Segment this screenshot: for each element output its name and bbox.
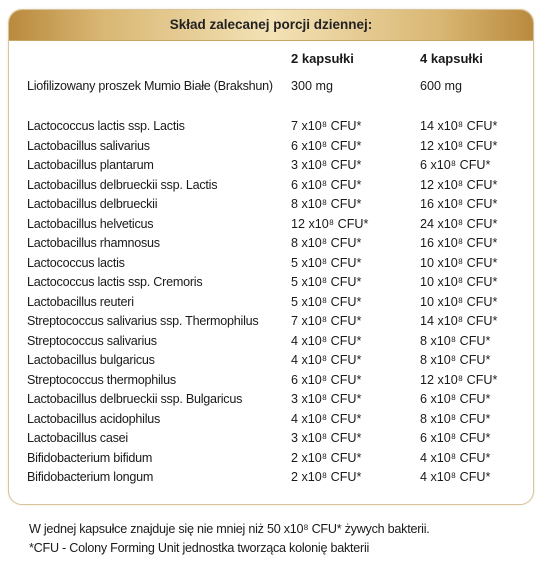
dose-4-capsules: 4 x10⁸ CFU*: [420, 470, 491, 484]
table-row: [27, 156, 533, 176]
column-header-4-capsules: 4 kapsułki: [420, 51, 483, 66]
dose-4-capsules: 10 x10⁸ CFU*: [420, 255, 498, 270]
ingredient-name: Streptococcus thermophilus: [27, 372, 176, 387]
ingredient-name: Lactobacillus delbrueckii ssp. Bulgaricus: [27, 392, 243, 406]
ingredient-name: Lactobacillus casei: [27, 431, 128, 445]
dose-4-capsules: 4 x10⁸ CFU*: [420, 450, 491, 465]
dose-2-capsules: 2 x10⁸ CFU*: [291, 470, 362, 484]
table-row: [27, 410, 533, 430]
dose-2-capsules: 7 x10⁸ CFU*: [291, 314, 362, 328]
dose-4-capsules: 24 x10⁸ CFU*: [420, 216, 498, 231]
dose-2-capsules: 3 x10⁸ CFU*: [291, 158, 362, 172]
table-row: [27, 351, 533, 371]
ingredient-name: Streptococcus salivarius: [27, 333, 157, 348]
dose-2-capsules: 12 x10⁸ CFU*: [291, 216, 369, 231]
ingredient-name: Lactobacillus salivarius: [27, 138, 150, 153]
ingredient-name: Liofilizowany proszek Mumio Białe (Brakshun): [27, 79, 273, 93]
footnote-capsule-content: W jednej kapsułce znajduje się nie mniej niż 50 x10⁸ CFU* żywych bakterii.: [29, 522, 430, 536]
dose-4-capsules: 14 x10⁸ CFU*: [420, 119, 498, 133]
table-row: [27, 429, 533, 449]
dose-4-capsules: 16 x10⁸ CFU*: [420, 236, 498, 250]
dose-2-capsules: 4 x10⁸ CFU*: [291, 333, 362, 348]
table-row: [27, 371, 533, 391]
ingredient-name: Bifidobacterium longum: [27, 470, 154, 484]
ingredient-name: Lactobacillus acidophilus: [27, 411, 161, 426]
table-row: [27, 312, 533, 332]
table-row: [27, 137, 533, 157]
ingredient-name: Lactobacillus delbrueckii: [27, 197, 158, 211]
dose-4-capsules: 10 x10⁸ CFU*: [420, 275, 498, 289]
dose-2-capsules: 2 x10⁸ CFU*: [291, 450, 362, 465]
table-row: [27, 215, 533, 235]
dose-2-capsules: 5 x10⁸ CFU*: [291, 294, 362, 309]
dose-2-capsules: 8 x10⁸ CFU*: [291, 236, 362, 250]
dose-2-capsules: 6 x10⁸ CFU*: [291, 177, 362, 192]
ingredient-name: Lactobacillus rhamnosus: [27, 236, 160, 250]
footnote-cfu-definition: *CFU - Colony Forming Unit jednostka tworząca kolonię bakterii: [29, 541, 370, 555]
dose-2-capsules: 6 x10⁸ CFU*: [291, 138, 362, 153]
dose-2-capsules: 5 x10⁸ CFU*: [291, 275, 362, 289]
ingredient-name: Bifidobacterium bifidum: [27, 450, 153, 465]
column-header-2-capsules: 2 kapsułki: [291, 51, 354, 66]
table-row: [27, 273, 533, 293]
dose-2-capsules: 3 x10⁸ CFU*: [291, 392, 362, 406]
table-row: [27, 390, 533, 410]
table-row: [27, 332, 533, 352]
dose-4-capsules: 12 x10⁸ CFU*: [420, 138, 498, 153]
ingredient-name: Lactococcus lactis: [27, 255, 125, 270]
dose-2-capsules: 3 x10⁸ CFU*: [291, 431, 362, 445]
dose-4-capsules: 8 x10⁸ CFU*: [420, 333, 491, 348]
table-row: [27, 449, 533, 469]
table-row: [27, 176, 533, 196]
ingredient-name: Lactococcus lactis ssp. Lactis: [27, 119, 185, 133]
dose-2-capsules: 8 x10⁸ CFU*: [291, 197, 362, 211]
dose-4-capsules: 6 x10⁸ CFU*: [420, 431, 491, 445]
ingredient-name: Lactobacillus delbrueckii ssp. Lactis: [27, 177, 218, 192]
ingredient-name: Lactobacillus helveticus: [27, 216, 154, 231]
dose-4-capsules: 12 x10⁸ CFU*: [420, 372, 498, 387]
dose-2-capsules: 5 x10⁸ CFU*: [291, 255, 362, 270]
dose-4-capsules: 6 x10⁸ CFU*: [420, 158, 491, 172]
table-row: [27, 195, 533, 215]
dose-2-capsules: 4 x10⁸ CFU*: [291, 353, 362, 367]
dose-4-capsules: 12 x10⁸ CFU*: [420, 177, 498, 192]
dose-4-capsules: 10 x10⁸ CFU*: [420, 294, 498, 309]
ingredient-name: Lactococcus lactis ssp. Cremoris: [27, 275, 203, 289]
ingredient-name: Lactobacillus plantarum: [27, 158, 154, 172]
table-row: [27, 293, 533, 313]
ingredients-table: [27, 77, 533, 488]
dose-4-capsules: 600 mg: [420, 79, 463, 93]
ingredient-name: Lactobacillus reuteri: [27, 294, 134, 309]
ingredient-name: Streptococcus salivarius ssp. Thermophilus: [27, 314, 259, 328]
dose-2-capsules: 7 x10⁸ CFU*: [291, 119, 362, 133]
dose-4-capsules: 8 x10⁸ CFU*: [420, 411, 491, 426]
dose-2-capsules: 6 x10⁸ CFU*: [291, 372, 362, 387]
table-row: [27, 234, 533, 254]
table-row: [27, 117, 533, 137]
composition-panel: [8, 9, 534, 505]
table-row: [27, 77, 533, 117]
dose-4-capsules: 8 x10⁸ CFU*: [420, 353, 491, 367]
panel-title: Skład zalecanej porcji dziennej:: [9, 10, 533, 41]
dose-4-capsules: 14 x10⁸ CFU*: [420, 314, 498, 328]
dose-4-capsules: 6 x10⁸ CFU*: [420, 392, 491, 406]
ingredient-name: Lactobacillus bulgaricus: [27, 353, 155, 367]
dose-2-capsules: 4 x10⁸ CFU*: [291, 411, 362, 426]
table-row: [27, 254, 533, 274]
dose-2-capsules: 300 mg: [291, 79, 334, 93]
table-row: [27, 468, 533, 488]
dose-4-capsules: 16 x10⁸ CFU*: [420, 197, 498, 211]
